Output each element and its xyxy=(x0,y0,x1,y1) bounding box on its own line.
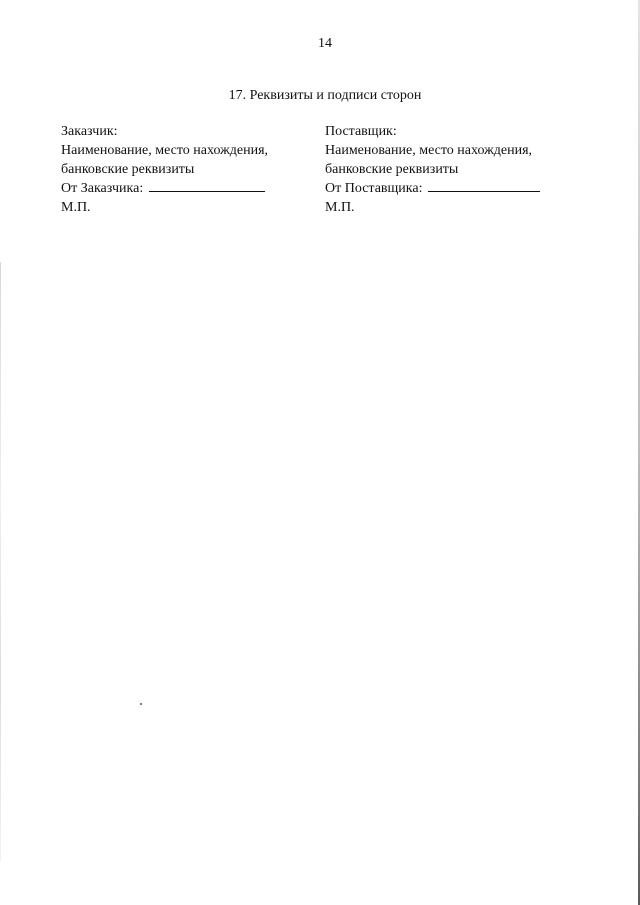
supplier-signature-row xyxy=(325,179,540,198)
customer-signature-line xyxy=(149,179,265,192)
supplier-signature-label: От Поставщика: xyxy=(325,181,423,196)
customer-block xyxy=(61,122,268,217)
customer-heading: Заказчик: xyxy=(61,124,118,139)
supplier-signature-line xyxy=(428,179,540,192)
section-title: 17. Реквизиты и подписи сторон xyxy=(228,88,422,103)
customer-signature-row xyxy=(61,179,268,198)
supplier-details-line2: банковские реквизиты xyxy=(325,162,459,177)
supplier-details-line1: Наименование, место нахождения, xyxy=(325,143,533,158)
customer-details-line2: банковские реквизиты xyxy=(61,162,195,177)
supplier-seal: М.П. xyxy=(325,200,355,215)
scan-speck xyxy=(140,703,142,705)
page-number: 14 xyxy=(318,36,332,51)
supplier-heading: Поставщик: xyxy=(325,124,397,139)
scan-edge-left xyxy=(0,262,1,862)
customer-signature-label: От Заказчика: xyxy=(61,181,144,196)
customer-details-line1: Наименование, место нахождения, xyxy=(61,143,269,158)
customer-seal: М.П. xyxy=(61,200,91,215)
supplier-block xyxy=(325,122,540,217)
